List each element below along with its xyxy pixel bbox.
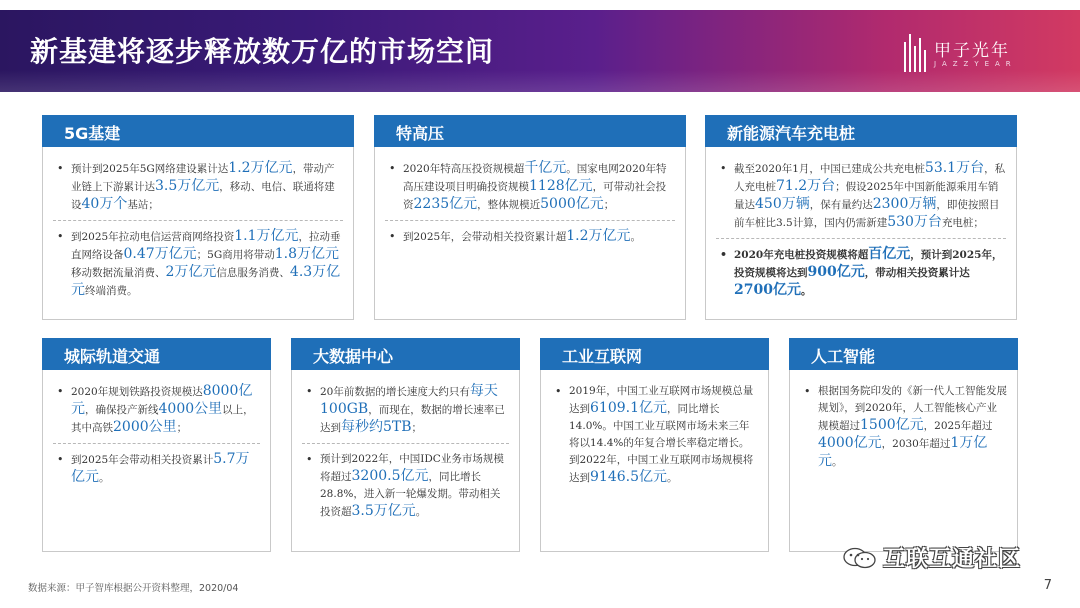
- logo-name: 甲子光年: [934, 41, 1010, 61]
- title-banner: [0, 10, 1080, 92]
- card-industrial-internet: [540, 338, 769, 552]
- list-item: • 预计到2025年5G网络建设累计达1.2万亿元，带动产业链上下游累计达3.5万亿元，移动、电信、联通将建设40万个基站；: [53, 160, 343, 214]
- list-item: • 根据国务院印发的《新一代人工智能发展规划》，到2020年，人工智能核心产业规模超过1500亿元，2025年超过4000亿元，2030年超过1万亿元。: [800, 383, 1007, 471]
- logo-subtitle: JAZZYEAR: [934, 60, 1017, 68]
- card-title: 工业互联网: [540, 338, 769, 370]
- list-item: • 2020年特高压投资规模超千亿元。国家电网2020年特高压建设项目明确投资规模1128亿元，可带动社会投资2235亿元，整体规模近5000亿元；: [385, 160, 675, 214]
- page-number: 7: [1043, 578, 1052, 593]
- list-item: • 到2025年拉动电信运营商网络投资1.1万亿元，拉动垂直网络设备0.47万亿元；5G商用将带动1.8万亿元移动数据流量消费、2万亿元信息服务消费、4.3万亿元终端消费。: [53, 220, 343, 300]
- card-title: 5G基建: [42, 115, 354, 147]
- card-uhv: [374, 115, 686, 320]
- wechat-icon: [843, 547, 877, 569]
- card-title: 大数据中心: [291, 338, 520, 370]
- card-title: 新能源汽车充电桩: [705, 115, 1017, 147]
- watermark-text: 互联互通社区: [883, 547, 1022, 572]
- list-item: • 2019年，中国工业互联网市场规模总量达到6109.1亿元，同比增长14.0%。中国工业互联网市场未来三年将以14.4%的年复合增长率稳定增长。到2022年，中国工业互联网市场规模将达到9146.5亿元。: [551, 383, 758, 487]
- card-big-data: [291, 338, 520, 552]
- card-title: 特高压: [374, 115, 686, 147]
- logo-bars-icon: [904, 34, 926, 72]
- list-item: • 预计到2022年，中国IDC业务市场规模将超过3200.5亿元，同比增长28.8%，进入新一轮爆发期。带动相关投资超3.5万亿元。: [302, 443, 509, 521]
- list-item: • 到2025年，会带动相关投资累计超1.2万亿元。: [385, 220, 675, 246]
- card-5g: [42, 115, 354, 320]
- list-item: • 20年前数据的增长速度大约只有每天100GB，而现在，数据的增长速率已达到每秒约5TB；: [302, 383, 509, 437]
- card-rail: [42, 338, 271, 552]
- card-ai: [789, 338, 1018, 552]
- list-item: • 2020年充电桩投资规模将超百亿元，预计到2025年，投资规模将达到900亿元，带动相关投资累计达2700亿元。: [716, 238, 1006, 300]
- list-item: • 截至2020年1月，中国已建成公共充电桩53.1万台，私人充电桩71.2万台；假设2025年中国新能源乘用车销量达450万辆，保有量约达2300万辆，即使按照目前车桩比3.5计算，国内仍需新建530万台充电桩；: [716, 160, 1006, 232]
- card-title: 人工智能: [789, 338, 1018, 370]
- data-source-note: 数据来源：甲子智库根据公开资料整理，2020/04: [28, 583, 239, 594]
- watermark: [843, 542, 1048, 572]
- brand-logo: [904, 32, 1054, 76]
- list-item: • 到2025年会带动相关投资累计5.7万亿元。: [53, 443, 260, 487]
- list-item: • 2020年规划铁路投资规模达8000亿元，确保投产新线4000公里以上，其中高铁2000公里；: [53, 383, 260, 437]
- page-title: 新基建将逐步释放数万亿的市场空间: [30, 35, 495, 68]
- card-title: 城际轨道交通: [42, 338, 271, 370]
- card-ev-charging: [705, 115, 1017, 320]
